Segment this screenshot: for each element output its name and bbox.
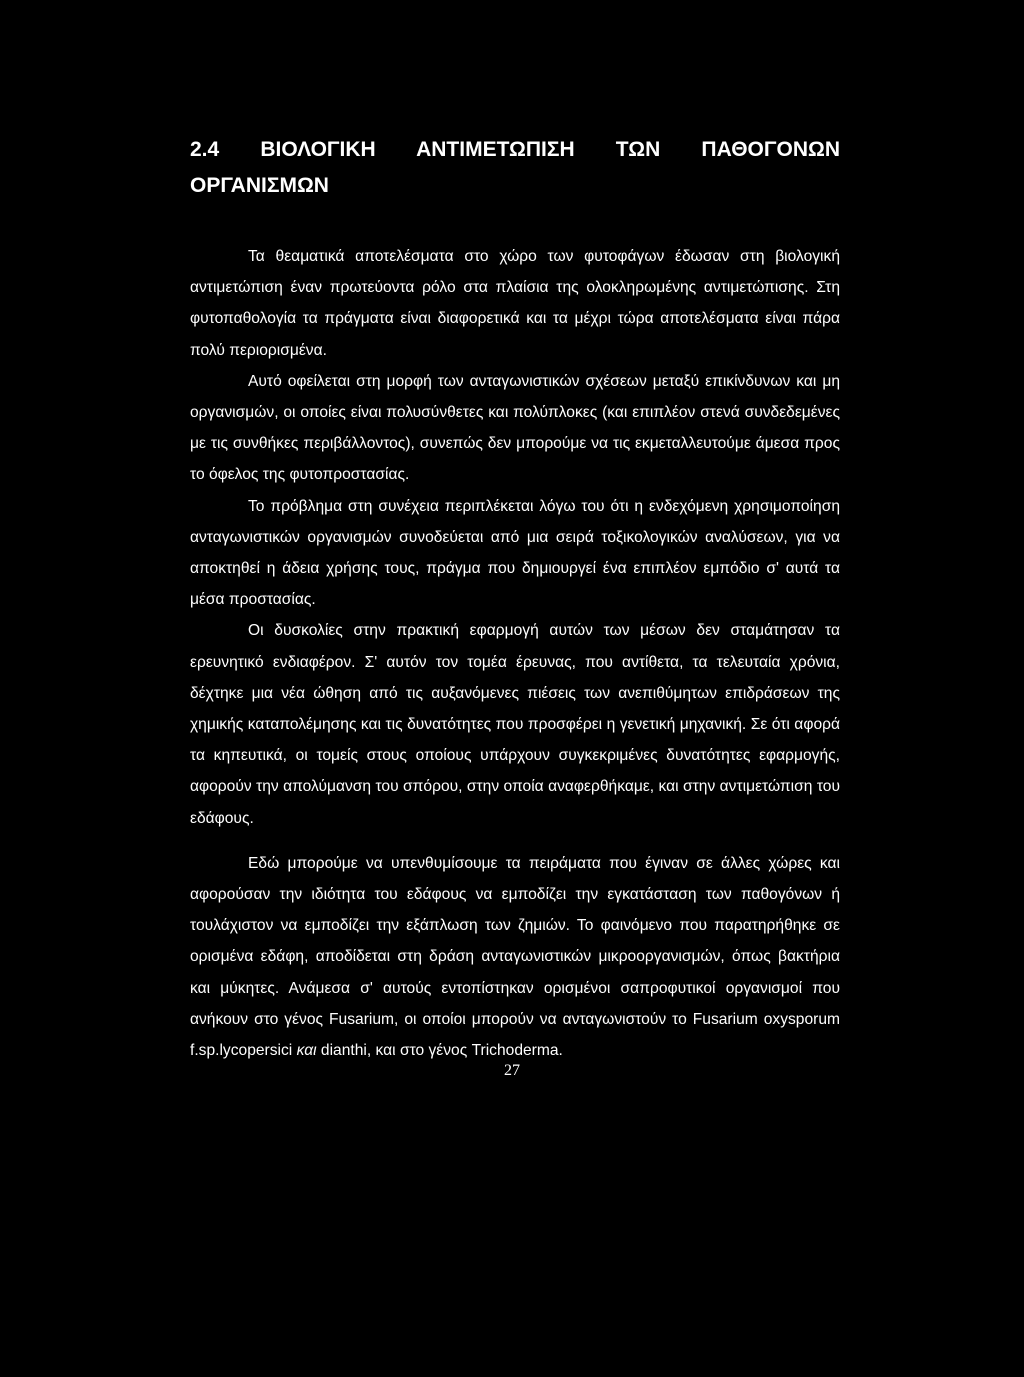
paragraph-5-text: Εδώ μπορούμε να υπενθυμίσουμε τα πειράματα που έγιναν σε άλλες χώρες και αφορούσαν την ιδιότητα του εδάφους να εμποδίζει την εγκατάσταση των παθογόνων ή τουλάχιστον να εμποδίζει την εξάπλωση των ζημιών. Το φαινόμενο που παρατηρήθηκε σε ορισμένα εδάφη, αποδίδεται στη δράση ανταγωνιστικών μικροοργανισμών, όπως βακτήρια και μύκητες. Ανάμεσα σ' αυτούς εντοπίστηκαν ορισμένοι σαπροφυτικοί οργανισμοί που ανήκουν στο γένος Fusarium, οι οποίοι μπορούν να ανταγωνιστούν το Fusarium oxysporum f.sp.lycopersici bbox=[190, 854, 840, 1060]
paragraph-4: Οι δυσκολίες στην πρακτική εφαρμογή αυτών των μέσων δεν σταμάτησαν τα ερευνητικό ενδιαφέρον. Σ' αυτόν τον τομέα έρευνας, που αντίθετα, τα τελευταία χρόνια, δέχτηκε μια νέα ώθηση από τις αυξανόμενες πιέσεις των ανεπιθύμητων επιδράσεων της χημικής καταπολέμησης και τις δυνατότητες που προσφέρει η γενετική μηχανική. Σε ότι αφορά τα κηπευτικά, οι τομείς στους οποίους υπάρχουν συγκεκριμένες δυνατότητες εφαρμογής, αφορούν την απολύμανση του σπόρου, στην οποία αναφερθήκαμε, και στην αντιμετώπιση του εδάφους. bbox=[190, 622, 840, 827]
paragraph-3: Το πρόβλημα στη συνέχεια περιπλέκεται λόγω του ότι η ενδεχόμενη χρησιμοποίηση ανταγωνιστικών οργανισμών συνοδεύεται από μια σειρά τοξικολογικών αναλύσεων, για να αποκτηθεί η άδεια χρήσης τους, πράγμα που δημιουργεί ένα επιπλέον εμπόδιο σ' αυτά τα μέσα προστασίας. bbox=[190, 497, 840, 609]
page-content bbox=[190, 132, 840, 1066]
paragraph-2: Αυτό οφείλεται στη μορφή των ανταγωνιστικών σχέσεων μεταξύ επικίνδυνων και μη οργανισμών, οι οποίες είναι πολυσύνθετες και πολύπλοκες (και επιπλέον στενά συνδεδεμένες με τις συνθήκες περιβάλλοντος), συνεπώς δεν μπορούμε να τις εκμεταλλευτούμε άμεσα προς το όφελος της φυτοπροστασίας. bbox=[190, 372, 840, 484]
paragraph-5-tail: dianthi, και στο γένος Trichoderma. bbox=[316, 1042, 563, 1060]
paragraph-5-italic-word: και bbox=[296, 1042, 317, 1060]
section-heading bbox=[190, 132, 840, 204]
heading-line-1: 2.4 ΒΙΟΛΟΓΙΚΗ ΑΝΤΙΜΕΤΩΠΙΣΗ ΤΩΝ ΠΑΘΟΓΟΝΩΝ bbox=[190, 138, 840, 161]
heading-line-2: ΟΡΓΑΝΙΣΜΩΝ bbox=[190, 174, 329, 197]
paragraph-5 bbox=[190, 848, 840, 1066]
paragraph-1: Τα θεαματικά αποτελέσματα στο χώρο των φυτοφάγων έδωσαν στη βιολογική αντιμετώπιση έναν πρωτεύοντα ρόλο στα πλαίσια της ολοκληρωμένης αντιμετώπισης. Στη φυτοπαθολογία τα πράγματα είναι διαφορετικά και τα μέχρι τώρα αποτελέσματα είναι πάρα πολύ περιορισμένα. bbox=[190, 248, 840, 359]
page-number: 27 bbox=[504, 1062, 520, 1079]
